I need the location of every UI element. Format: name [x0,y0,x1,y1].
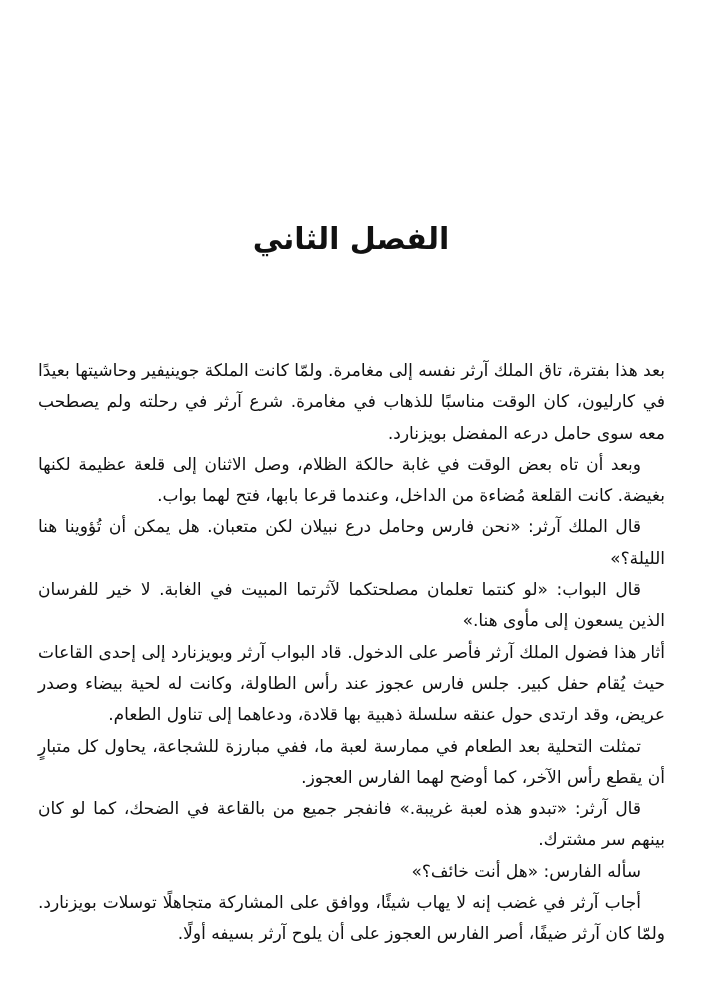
chapter-title: الفصل الثاني [252,222,450,257]
paragraph: أجاب آرثر في غضب إنه لا يهاب شيئًا، ووافق على المشاركة متجاهلًا توسلات بويزنارد. ولمّا كان آرثر ضيفًا، أصر الفارس العجوز على أن يلوح آرثر بسيفه أولًا. [38,893,665,945]
chapter-body [38,356,665,951]
paragraph: أثار هذا فضول الملك آرثر فأصر على الدخول. قاد البواب آرثر وبويزنارد إلى إحدى القاعات حيث يُقام حفل كبير. جلس فارس عجوز عند رأس الطاولة، وكانت له لحية بيضاء وصدر عريض، وقد ارتدى حول عنقه سلسلة ذهبية بها قلادة، ودعاهما إلى تناول الطعام. [38,642,665,726]
paragraph: قال البواب: «لو كنتما تعلمان مصلحتكما لآثرتما المبيت في الغابة. لا خير للفرسان الذين يسعون إلى مأوى هنا.» [38,580,665,632]
paragraph: سأله الفارس: «هل أنت خائف؟» [411,861,641,882]
paragraph: قال الملك آرثر: «نحن فارس وحامل درع نبيلان لكن متعبان. هل يمكن أن تُؤوينا هنا الليلة؟» [38,517,665,569]
paragraph: تمثلت التحلية بعد الطعام في ممارسة لعبة ما، ففي مبارزة للشجاعة، يحاول كل متبارٍ أن يقطع رأس الآخر، كما أوضح لهما الفارس العجوز. [38,736,665,788]
paragraph: وبعد أن تاه بعض الوقت في غابة حالكة الظلام، وصل الاثنان إلى قلعة عظيمة لكنها بغيضة. كانت القلعة مُضاءة من الداخل، وعندما قرعا بابها، فتح لهما بواب. [38,454,665,507]
paragraph: قال آرثر: «تبدو هذه لعبة غريبة.» فانفجر جميع من بالقاعة في الضحك، كما لو كان بينهم سر مشترك. [38,799,665,851]
paragraph: بعد هذا بفترة، تاق الملك آرثر نفسه إلى مغامرة. ولمّا كانت الملكة جوينيفير وحاشيتها بعيدًا في كارليون، كان الوقت مناسبًا للذهاب في مغامرة. شرع آرثر في رحلته ولم يصطحب معه سوى حامل درعه المفضل بويزنارد. [38,361,665,444]
